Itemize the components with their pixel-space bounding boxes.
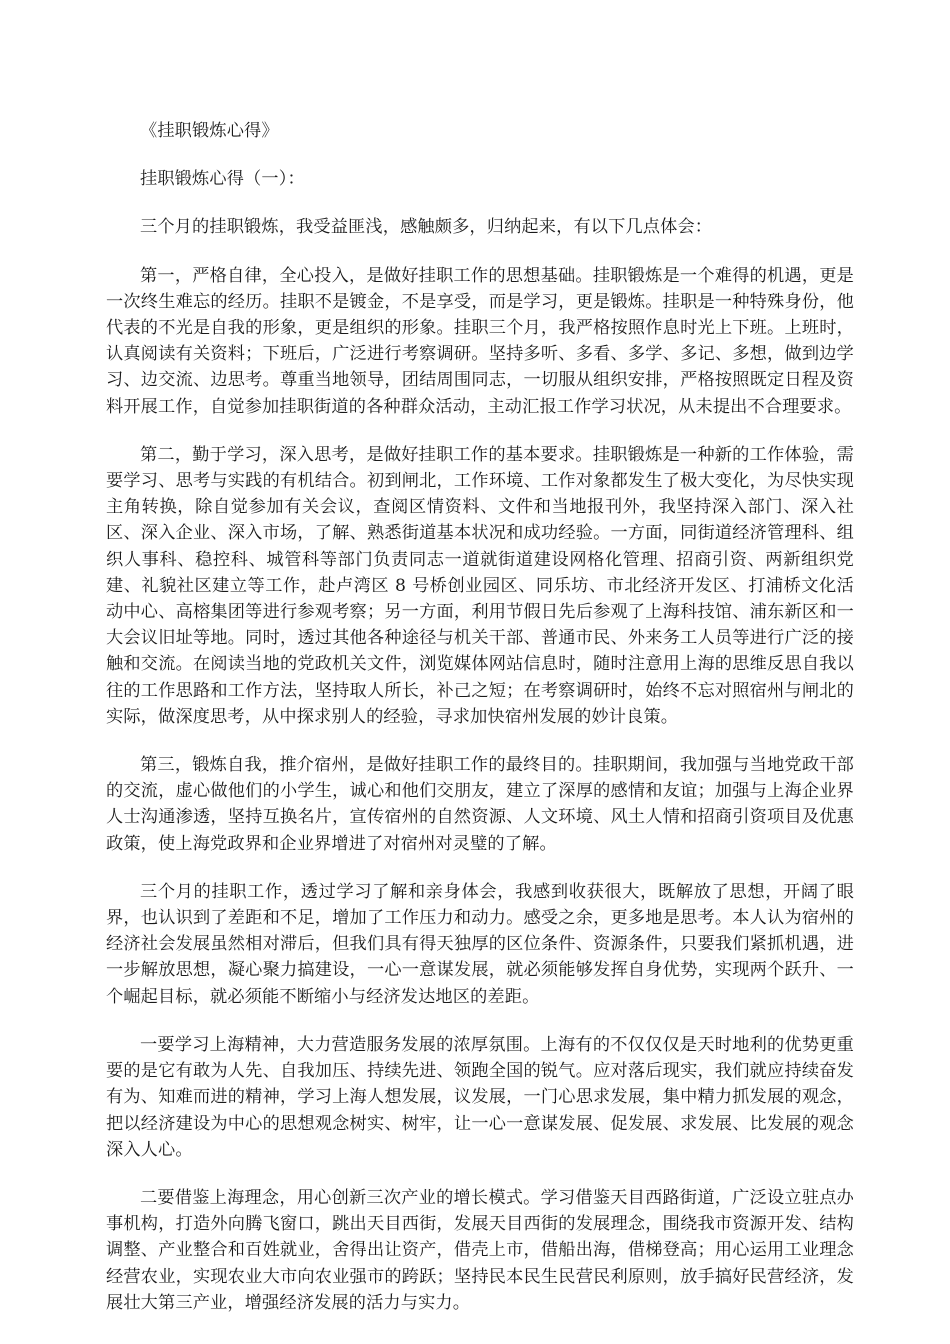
paragraph-intro: 三个月的挂职锻炼，我受益匪浅，感触颇多，归纳起来，有以下几点体会： (140, 217, 713, 238)
paragraph-learn-shanghai-spirit: 一要学习上海精神，大力营造服务发展的浓厚氛围。上海有的不仅仅仅是天时地利的优势更重要的是它有敢为人先、自我加压、持续先进、领跑全国的锐气。应对落后现实，我们就应持续奋发有为、知难而进的精神，学习上海人想发展，议发展，一门心思求发展，集中精力抓发展的观念，把以经济建设为中心的思想观念树实、树牢，让一心一意谋发展、促发展、求发展、比发展的观念深入人心。 (106, 1034, 854, 1160)
paragraph-first-point: 第一，严格自律，全心投入，是做好挂职工作的思想基础。挂职锻炼是一个难得的机遇，更是一次终生难忘的经历。挂职不是镀金，不是享受，而是学习，更是锻炼。挂职是一种特殊身份，他代表的不光是自我的形象，更是组织的形象。挂职三个月，我严格按照作息时光上下班。上班时，认真阅读有关资料；下班后，广泛进行考察调研。坚持多听、多看、多学、多记、多想，做到边学习、边交流、边思考。尊重当地领导，团结周围同志，一切服从组织安排，严格按照既定日程及资料开展工作，自觉参加挂职街道的各种群众活动，主动汇报工作学习状况，从未提出不合理要求。 (106, 265, 854, 417)
document-subtitle: 挂职锻炼心得（一）： (140, 169, 305, 190)
paragraph-second-point: 第二，勤于学习，深入思考，是做好挂职工作的基本要求。挂职锻炼是一种新的工作体验，需要学习、思考与实践的有机结合。初到闸北，工作环境、工作对象都发生了极大变化，为尽快实现主角转换，除自觉参加有关会议，查阅区情资料、文件和当地报刊外，我坚持深入部门、深入社区、深入企业、深入市场，了解、熟悉街道基本状况和成功经验。一方面，同街道经济管理科、组织人事科、稳控科、城管科等部门负责同志一道就街道建设网格化管理、招商引资、两新组织党建、礼貌社区建立等工作，赴卢湾区 8 号桥创业园区、同乐坊、市北经济开发区、打浦桥文化活动中心、高榕集团等进行参观考察；另一方面，利用节假日先后参观了上海科技馆、浦东新区和一大会议旧址等地。同时，透过其他各种途径与机关干部、普通市民、外来务工人员等进行广泛的接触和交流。在阅读当地的党政机关文件，浏览媒体网站信息时，随时注意用上海的思维反思自我以往的工作思路和工作方法，坚持取人所长，补己之短；在考察调研时，始终不忘对照宿州与闸北的实际，做深度思考，从中探求别人的经验，寻求加快宿州发展的妙计良策。 (106, 444, 854, 727)
document-page (106, 118, 854, 1338)
paragraph-summary: 三个月的挂职工作，透过学习了解和亲身体会，我感到收获很大，既解放了思想，开阔了眼界，也认识到了差距和不足，增加了工作压力和动力。感受之余，更多地是思考。本人认为宿州的经济社会发展虽然相对滞后，但我们具有得天独厚的区位条件、资源条件，只要我们紧抓机遇，进一步解放思想，凝心聚力搞建设，一心一意谋发展，就必须能够发挥自身优势，实现两个跃升、一个崛起目标，就必须能不断缩小与经济发达地区的差距。 (106, 881, 854, 1007)
paragraph-learn-shanghai-concept: 二要借鉴上海理念，用心创新三次产业的增长模式。学习借鉴天目西路街道，广泛设立驻点办事机构，打造外向腾飞窗口，跳出天目西街，发展天目西街的发展理念，围绕我市资源开发、结构调整、产业整合和百姓就业，舍得出让资产，借壳上市，借船出海，借梯登高；用心运用工业理念经营农业，实现农业大市向农业强市的跨跃；坚持民本民生民营民利原则，放手搞好民营经济，发展壮大第三产业，增强经济发展的活力与实力。 (106, 1187, 854, 1313)
paragraph-third-point: 第三，锻炼自我，推介宿州，是做好挂职工作的最终目的。挂职期间，我加强与当地党政干部的交流，虚心做他们的小学生，诚心和他们交朋友，建立了深厚的感情和友谊；加强与上海企业界人士沟通渗透，坚持互换名片，宣传宿州的自然资源、人文环境、风土人情和招商引资项目及优惠政策，使上海党政界和企业界增进了对宿州对灵璧的了解。 (106, 755, 854, 854)
document-title: 《挂职锻炼心得》 (140, 121, 279, 141)
